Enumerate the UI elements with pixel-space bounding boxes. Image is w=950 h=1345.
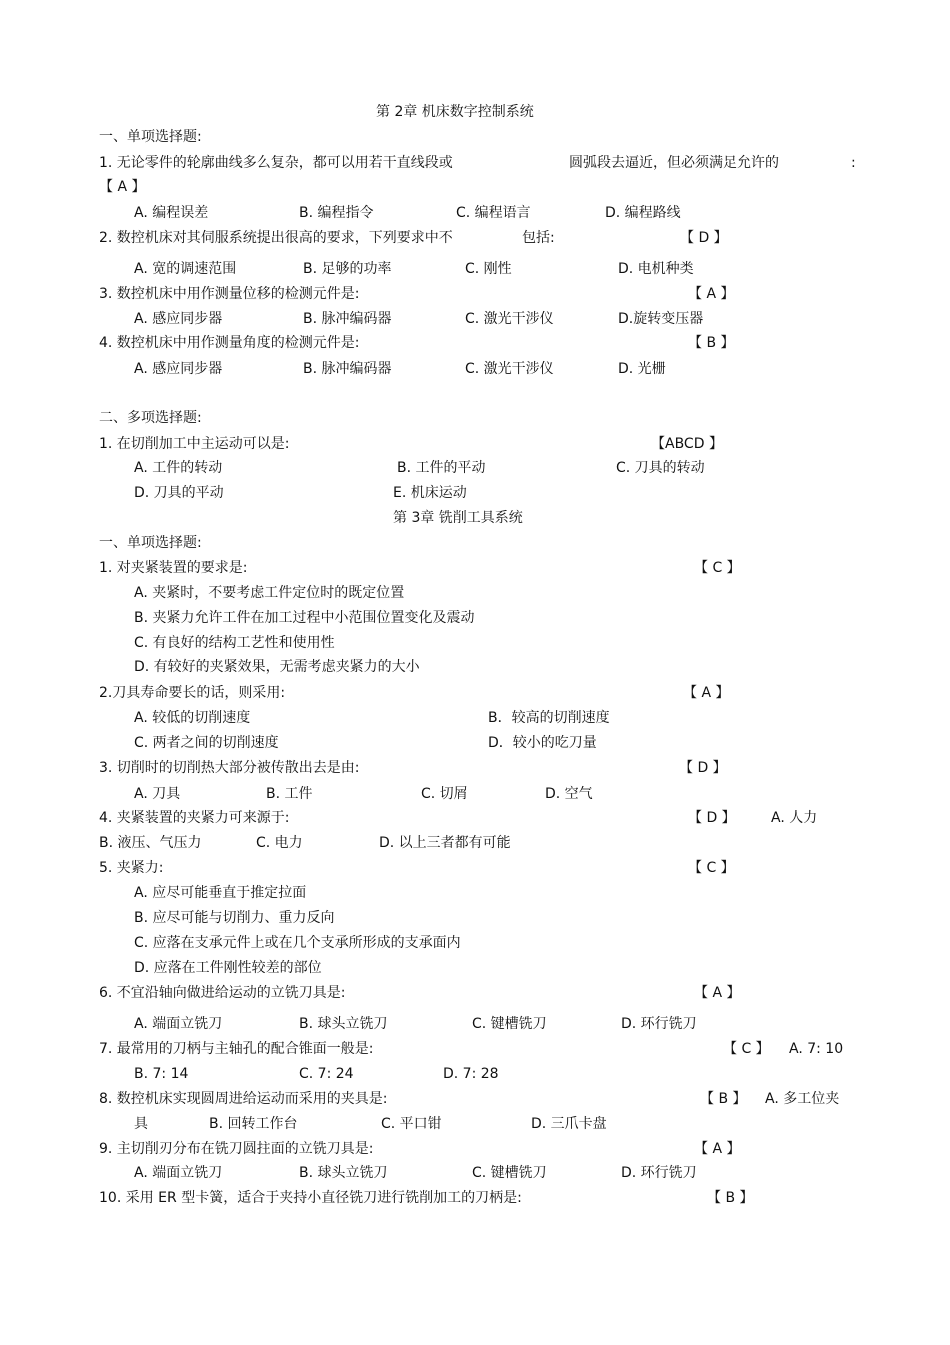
option: C. 激光干涉仪 <box>465 311 554 327</box>
option: D. 空气 <box>545 786 593 802</box>
answer-bracket: 【 D 】 <box>688 810 736 826</box>
chapter-2-title: 第 2章 机床数字控制系统 <box>376 104 534 120</box>
option: D. 三爪卡盘 <box>531 1116 607 1132</box>
option: A. 应尽可能垂直于推定拉面 <box>134 885 307 901</box>
section-multiple-choice: 二、多项选择题: <box>99 410 202 426</box>
option: B．较高的切削速度 <box>488 710 610 726</box>
answer-bracket: 【 A 】 <box>683 685 730 701</box>
question-stem: 7. 最常用的刀柄与主轴孔的配合锥面一般是: <box>99 1041 374 1057</box>
question-stem: 6. 不宜沿轴向做进给运动的立铣刀具是: <box>99 985 346 1001</box>
question-stem: 5. 夹紧力: <box>99 860 164 876</box>
option: C. 应落在支承元件上或在几个支承所形成的支承面内 <box>134 935 461 951</box>
question-stem: 9. 主切削刃分布在铣刀圆拄面的立铣刀具是: <box>99 1141 374 1157</box>
option: A. 7: 10 <box>789 1041 844 1057</box>
option: B. 脉冲编码器 <box>303 311 392 327</box>
answer-bracket: 【 B 】 <box>700 1091 747 1107</box>
option: C. 键槽铣刀 <box>472 1016 547 1032</box>
answer-bracket: 【ABCD 】 <box>651 436 723 452</box>
option: B. 应尽可能与切削力、重力反向 <box>134 910 335 926</box>
option: B. 球头立铣刀 <box>299 1165 388 1181</box>
question-stem: 4. 夹紧装置的夹紧力可来源于: <box>99 810 290 826</box>
option: D. 电机种类 <box>618 261 694 277</box>
answer-bracket: 【 D 】 <box>680 230 728 246</box>
option: C. 切屑 <box>421 786 468 802</box>
option: D. 刀具的平动 <box>134 485 224 501</box>
option: D. 有较好的夹紧效果，无需考虑夹紧力的大小 <box>134 659 420 675</box>
answer-bracket: 【 A 】 <box>694 985 741 1001</box>
option: D. 光栅 <box>618 361 666 377</box>
option: C. 刀具的转动 <box>616 460 705 476</box>
option: A. 刀具 <box>134 786 181 802</box>
option: A. 端面立铣刀 <box>134 1165 223 1181</box>
option: B. 足够的功率 <box>303 261 392 277</box>
option: C. 电力 <box>256 835 303 851</box>
option: A. 端面立铣刀 <box>134 1016 223 1032</box>
answer-bracket: 【 A 】 <box>694 1141 741 1157</box>
option: D. 应落在工件刚性较差的部位 <box>134 960 322 976</box>
question-colon: : <box>851 155 856 171</box>
section-single-choice: 一、单项选择题: <box>99 129 202 145</box>
answer-bracket: 【 A 】 <box>688 286 735 302</box>
chapter-3-title: 第 3章 铣削工具系统 <box>393 510 523 526</box>
option: A. 较低的切削速度 <box>134 710 251 726</box>
option: A. 多工位夹 <box>765 1091 840 1107</box>
option: D.旋转变压器 <box>618 311 704 327</box>
option: D. 环行铣刀 <box>621 1016 697 1032</box>
option: C. 编程语言 <box>456 205 531 221</box>
option: C. 平口钳 <box>381 1116 442 1132</box>
option: B. 工件 <box>266 786 313 802</box>
answer-bracket: 【 C 】 <box>723 1041 770 1057</box>
option: B. 夹紧力允许工件在加工过程中小范围位置变化及震动 <box>134 610 475 626</box>
option-cont: 具 <box>134 1116 148 1132</box>
answer-bracket: 【 B 】 <box>707 1190 754 1206</box>
question-stem: 2. 数控机床对其伺服系统提出很高的要求，下列要求中不 <box>99 230 453 246</box>
option: B. 7: 14 <box>134 1066 189 1082</box>
question-stem: 4. 数控机床中用作测量角度的检测元件是: <box>99 335 360 351</box>
question-stem: 8. 数控机床实现圆周进给运动而采用的夹具是: <box>99 1091 388 1107</box>
option: A. 人力 <box>771 810 818 826</box>
option: C. 键槽铣刀 <box>472 1165 547 1181</box>
option: A. 感应同步器 <box>134 361 223 377</box>
option: C. 两者之间的切削速度 <box>134 735 279 751</box>
option: C. 7: 24 <box>299 1066 354 1082</box>
answer-bracket: 【 B 】 <box>688 335 735 351</box>
option: B. 液压、气压力 <box>99 835 202 851</box>
option: D. 7: 28 <box>443 1066 499 1082</box>
answer-bracket: 【 A 】 <box>99 179 146 195</box>
option: B. 脉冲编码器 <box>303 361 392 377</box>
option: C. 刚性 <box>465 261 512 277</box>
option: A. 编程误差 <box>134 205 209 221</box>
option: A. 宽的调速范围 <box>134 261 237 277</box>
question-stem: 1. 在切削加工中主运动可以是: <box>99 436 290 452</box>
option: D. 环行铣刀 <box>621 1165 697 1181</box>
option: A. 工件的转动 <box>134 460 223 476</box>
option: D. 编程路线 <box>605 205 681 221</box>
option: E. 机床运动 <box>393 485 467 501</box>
option: B. 工件的平动 <box>397 460 486 476</box>
answer-bracket: 【 D 】 <box>679 760 727 776</box>
question-stem: 2.刀具寿命要长的话，则采用: <box>99 685 286 701</box>
answer-bracket: 【 C 】 <box>688 860 735 876</box>
option: D．较小的吃刀量 <box>488 735 597 751</box>
question-stem: 1. 无论零件的轮廓曲线多么复杂，都可以用若干直线段或 <box>99 155 453 171</box>
question-stem: 1. 对夹紧装置的要求是: <box>99 560 248 576</box>
option: B. 球头立铣刀 <box>299 1016 388 1032</box>
section-single-choice: 一、单项选择题: <box>99 535 202 551</box>
option: A. 夹紧时，不要考虑工件定位时的既定位置 <box>134 585 405 601</box>
option: C. 激光干涉仪 <box>465 361 554 377</box>
question-stem-cont: 圆弧段去逼近，但必须满足允许的 <box>569 155 779 171</box>
option: B. 回转工作台 <box>209 1116 298 1132</box>
question-stem-cont: 包括: <box>522 230 555 246</box>
question-stem: 3. 切削时的切削热大部分被传散出去是由: <box>99 760 360 776</box>
question-stem: 3. 数控机床中用作测量位移的检测元件是: <box>99 286 360 302</box>
option: C. 有良好的结构工艺性和使用性 <box>134 635 335 651</box>
option: A. 感应同步器 <box>134 311 223 327</box>
answer-bracket: 【 C 】 <box>694 560 741 576</box>
option: D. 以上三者都有可能 <box>379 835 511 851</box>
option: B. 编程指令 <box>299 205 374 221</box>
question-stem: 10. 采用 ER 型卡簧，适合于夹持小直径铣刀进行铣削加工的刀柄是: <box>99 1190 522 1206</box>
